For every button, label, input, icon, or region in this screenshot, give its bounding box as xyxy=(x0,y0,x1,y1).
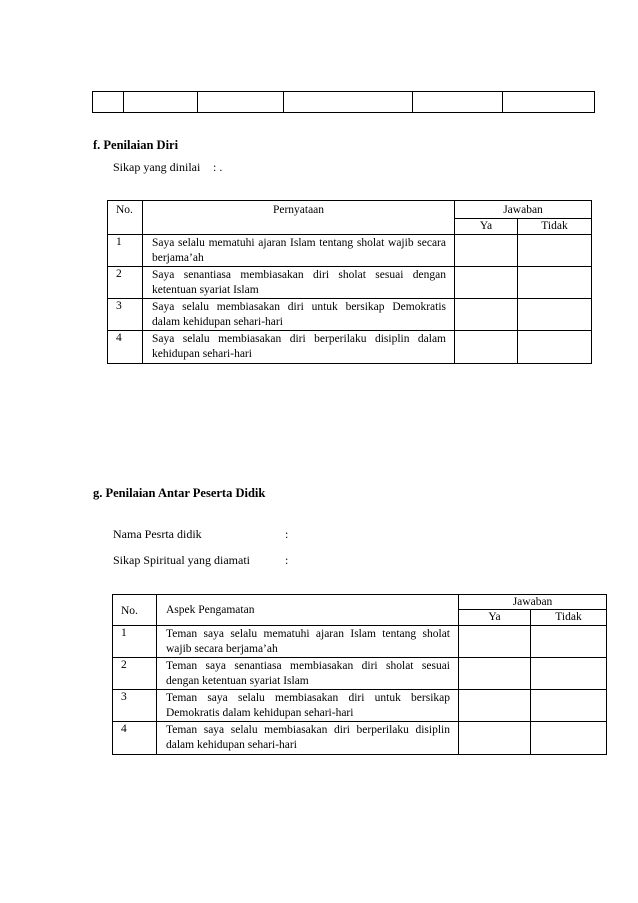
column-header-yes: Ya xyxy=(459,610,531,626)
table-row xyxy=(108,331,592,364)
statement-text: Saya selalu membiasakan diri untuk bersikap Demokratis dalam kehidupan sehari-hari xyxy=(143,299,455,331)
attitude-separator: : . xyxy=(213,160,223,174)
self-assessment-table xyxy=(107,200,592,364)
attitude-label: Sikap yang dinilai xyxy=(113,160,201,174)
table-row xyxy=(113,626,607,658)
answer-yes-cell[interactable] xyxy=(459,658,531,690)
aspect-text: Teman saya selalu mematuhi ajaran Islam tentang sholat wajib secara berjama’ah xyxy=(157,626,459,658)
observed-attitude-separator: : xyxy=(285,553,289,567)
student-name-line xyxy=(113,527,289,542)
empty-cell xyxy=(503,92,595,113)
row-number: 3 xyxy=(113,690,157,722)
empty-cell xyxy=(93,92,124,113)
answer-yes-cell[interactable] xyxy=(455,235,518,267)
answer-no-cell[interactable] xyxy=(518,235,592,267)
answer-no-cell[interactable] xyxy=(518,331,592,364)
table-row xyxy=(108,267,592,299)
answer-yes-cell[interactable] xyxy=(455,299,518,331)
table-header-row xyxy=(108,201,592,219)
answer-no-cell[interactable] xyxy=(518,299,592,331)
table-row xyxy=(108,299,592,331)
answer-yes-cell[interactable] xyxy=(455,331,518,364)
statement-text: Saya senantiasa membiasakan diri sholat sesuai dengan ketentuan syariat Islam xyxy=(143,267,455,299)
answer-no-cell[interactable] xyxy=(531,658,607,690)
section-f-heading: f. Penilaian Diri xyxy=(93,138,179,152)
aspect-text: Teman saya selalu membiasakan diri berperilaku disiplin dalam kehidupan sehari-hari xyxy=(157,722,459,755)
empty-cell xyxy=(124,92,198,113)
empty-cell xyxy=(413,92,503,113)
table-row xyxy=(113,722,607,755)
table-header-row xyxy=(113,595,607,610)
row-number: 3 xyxy=(108,299,143,331)
answer-no-cell[interactable] xyxy=(518,267,592,299)
empty-cell xyxy=(284,92,413,113)
answer-no-cell[interactable] xyxy=(531,626,607,658)
statement-text: Saya selalu membiasakan diri berperilaku disiplin dalam kehidupan sehari-hari xyxy=(143,331,455,364)
row-number: 2 xyxy=(108,267,143,299)
column-header-answer: Jawaban xyxy=(459,595,607,610)
row-number: 4 xyxy=(113,722,157,755)
attitude-line xyxy=(113,160,223,175)
student-name-label: Nama Pesrta didik xyxy=(113,527,202,541)
table-row xyxy=(113,690,607,722)
answer-yes-cell[interactable] xyxy=(455,267,518,299)
row-number: 1 xyxy=(113,626,157,658)
observed-attitude-line xyxy=(113,553,289,568)
column-header-no-answer: Tidak xyxy=(531,610,607,626)
column-header-no: No. xyxy=(113,595,157,626)
column-header-no: No. xyxy=(108,201,143,235)
section-g-heading: g. Penilaian Antar Peserta Didik xyxy=(93,486,266,500)
answer-yes-cell[interactable] xyxy=(459,722,531,755)
answer-yes-cell[interactable] xyxy=(459,626,531,658)
aspect-text: Teman saya senantiasa membiasakan diri sholat sesuai dengan ketentuan syariat Islam xyxy=(157,658,459,690)
column-header-no-answer: Tidak xyxy=(518,219,592,235)
table-row xyxy=(113,658,607,690)
column-header-yes: Ya xyxy=(455,219,518,235)
answer-no-cell[interactable] xyxy=(531,690,607,722)
peer-assessment-table xyxy=(112,594,607,755)
row-number: 1 xyxy=(108,235,143,267)
table-row xyxy=(108,235,592,267)
table-row xyxy=(93,92,595,113)
column-header-aspect: Aspek Pengamatan xyxy=(157,595,459,626)
column-header-statement: Pernyataan xyxy=(143,201,455,235)
statement-text: Saya selalu mematuhi ajaran Islam tentang sholat wajib secara berjama’ah xyxy=(143,235,455,267)
row-number: 2 xyxy=(113,658,157,690)
aspect-text: Teman saya selalu membiasakan diri untuk bersikap Demokratis dalam kehidupan sehari-hari xyxy=(157,690,459,722)
column-header-answer: Jawaban xyxy=(455,201,592,219)
answer-no-cell[interactable] xyxy=(531,722,607,755)
observed-attitude-label: Sikap Spiritual yang diamati xyxy=(113,553,250,567)
row-number: 4 xyxy=(108,331,143,364)
student-name-separator: : xyxy=(285,527,289,541)
empty-cell xyxy=(198,92,284,113)
continued-empty-table xyxy=(92,91,595,113)
answer-yes-cell[interactable] xyxy=(459,690,531,722)
